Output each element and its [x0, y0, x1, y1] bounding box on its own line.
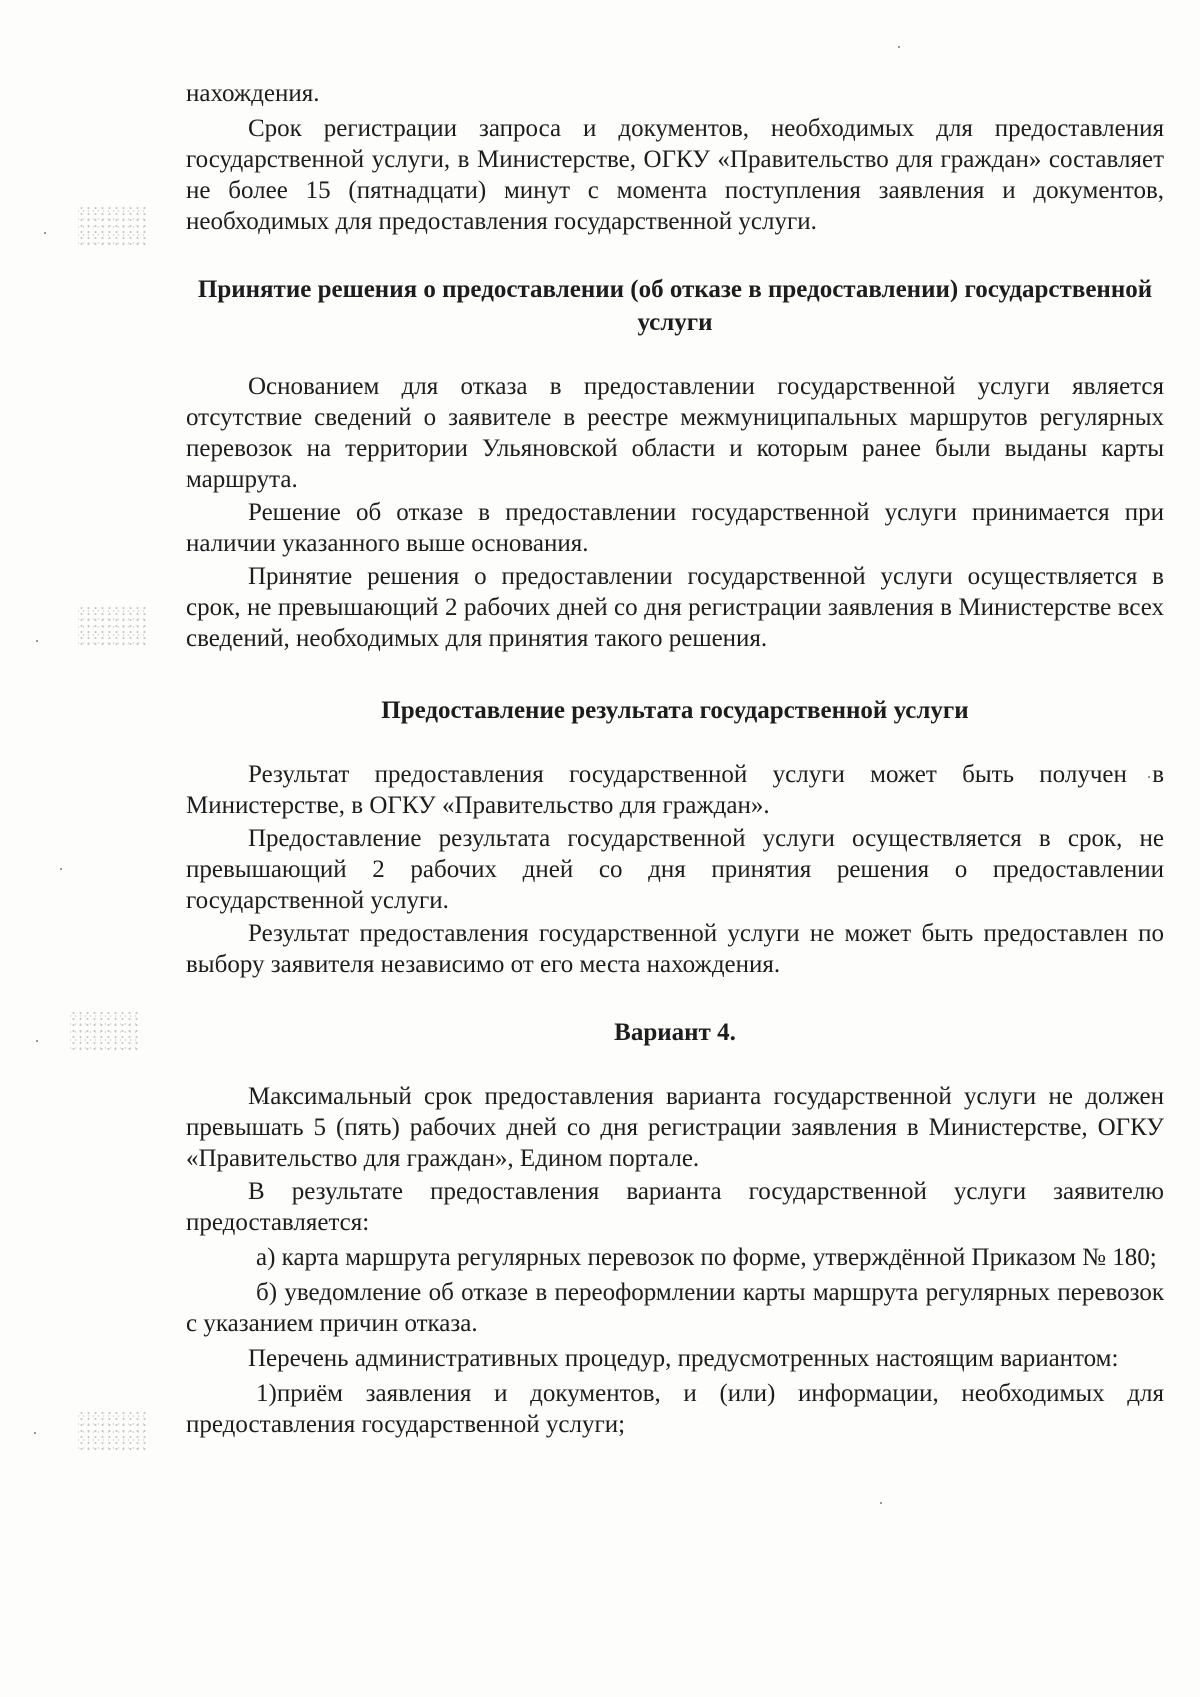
- section-heading: Принятие решения о предоставлении (об отказе в предоставлении) государственной услуги: [197, 276, 1153, 336]
- scan-dot: [880, 1502, 882, 1504]
- scan-speckle: [70, 1010, 140, 1050]
- section-heading: Вариант 4.: [614, 1019, 736, 1046]
- paragraph: Предоставление результата государственной услуги осуществляется в срок, не превышающий 2 рабочих дней со дня принятия решения о предоставлении государственной услуги.: [186, 825, 1164, 914]
- paragraph: Принятие решения о предоставлении государственной услуги осуществляется в срок, не превышающий 2 рабочих дней со дня регистрации заявления в Министерстве всех сведений, необходимых для принятия такого решения.: [186, 563, 1164, 652]
- scan-speckle: [78, 205, 148, 245]
- paragraph: Основанием для отказа в предоставлении государственной услуги является отсутствие сведений о заявителе в реестре межмуниципальных маршрутов регулярных перевозок на территории Ульяновской области и которым ранее были выданы карты маршрута.: [186, 373, 1164, 493]
- paragraph: В результате предоставления варианта государственной услуги заявителю предоставляется:: [186, 1178, 1164, 1236]
- paragraph: Результат предоставления государственной услуги может быть получен в Министерстве, в ОГКУ «Правительство для граждан».: [186, 761, 1164, 819]
- scan-dot: [36, 1040, 38, 1042]
- list-item: 1)приём заявления и документов, и (или) информации, необходимых для предоставления государственной услуги;: [186, 1380, 1164, 1438]
- list-item: б) уведомление об отказе в переоформлении карты маршрута регулярных перевозок с указанием причин отказа.: [186, 1279, 1164, 1337]
- scan-speckle: [78, 605, 148, 645]
- paragraph: Решение об отказе в предоставлении государственной услуги принимается при наличии указанного выше основания.: [186, 499, 1164, 557]
- paragraph: нахождения.: [186, 80, 320, 107]
- scan-dot: [34, 1432, 36, 1434]
- section-heading: Предоставление результата государственной услуги: [381, 697, 969, 724]
- list-item: а) карта маршрута регулярных перевозок по форме, утверждённой Приказом № 180;: [256, 1244, 1157, 1271]
- scan-dot: [898, 46, 900, 48]
- scan-dot: [44, 232, 46, 234]
- paragraph: Срок регистрации запроса и документов, необходимых для предоставления государственной услуги, в Министерстве, ОГКУ «Правительство для граждан» составляет не более 15 (пятнадцати) минут с момента поступления заявления и документов, необходимых для предоставления государственной услуги.: [186, 115, 1164, 235]
- scan-speckle: [78, 1410, 148, 1450]
- paragraph: Максимальный срок предоставления варианта государственной услуги не должен превышать 5 (пять) рабочих дней со дня регистрации заявления в Министерстве, ОГКУ «Правительство для граждан», Едином портале.: [186, 1083, 1164, 1172]
- document-body: [186, 78, 1164, 1440]
- paragraph: Перечень административных процедур, предусмотренных настоящим вариантом:: [248, 1345, 1119, 1372]
- paragraph: Результат предоставления государственной услуги не может быть предоставлен по выбору заявителя независимо от его места нахождения.: [186, 920, 1164, 978]
- scan-dot: [60, 868, 62, 870]
- scan-dot: [36, 640, 38, 642]
